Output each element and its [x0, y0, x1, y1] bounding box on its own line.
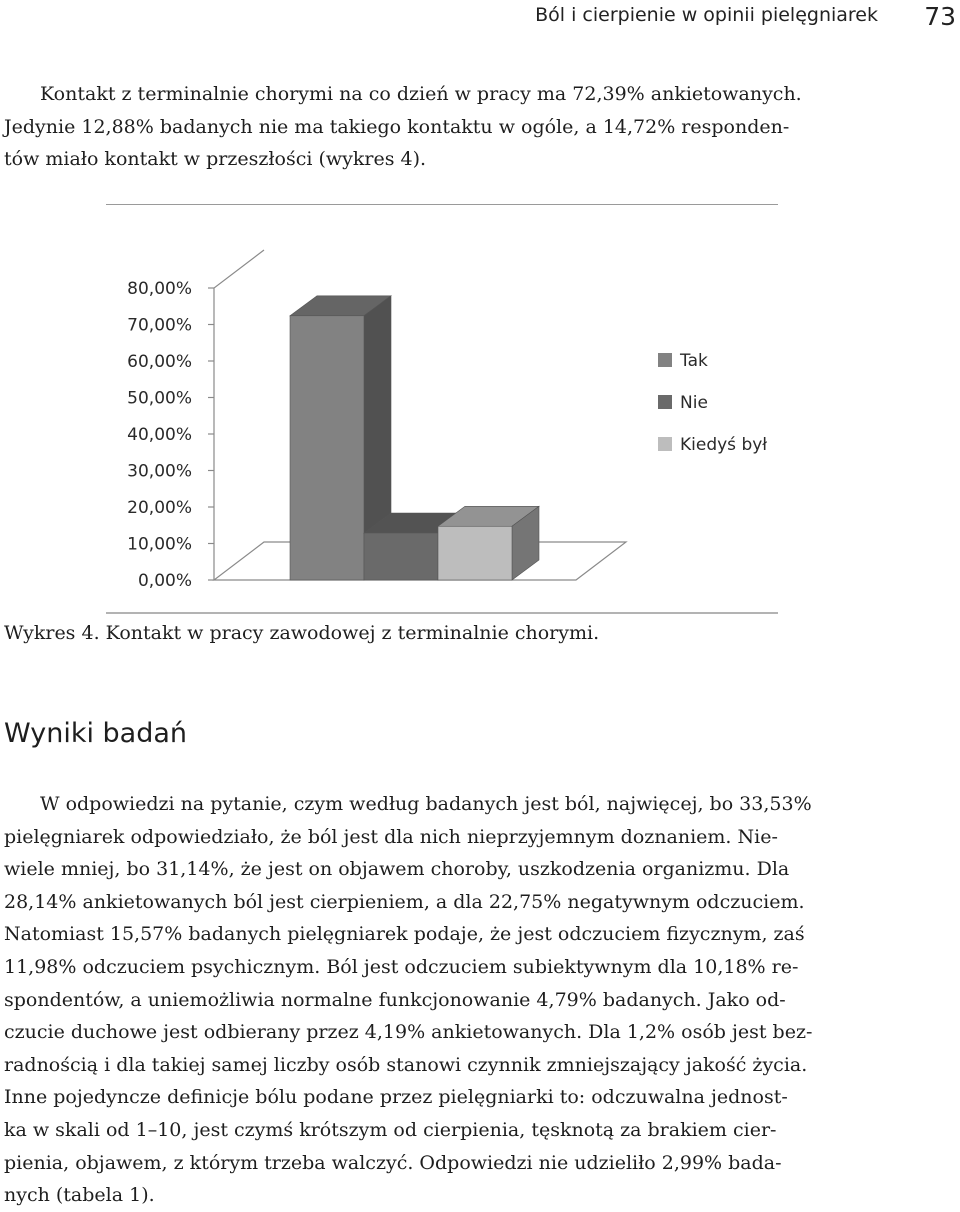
body-line: czucie duchowe jest odbierany przez 4,19% ankietowanych. Dla 1,2% osób jest bez-: [4, 1021, 813, 1044]
body-line: spondentów, a uniemożliwia normalne funkcjonowanie 4,79% badanych. Jako od-: [4, 988, 786, 1011]
intro-line: Jedynie 12,88% badanych nie ma takiego kontaktu w ogóle, a 14,72% responden-: [4, 115, 790, 138]
section-heading: Wyniki badań: [4, 718, 188, 749]
results-paragraph: [4, 788, 878, 1212]
running-header: [0, 4, 960, 34]
y-tick-label: 0,00%: [137, 571, 192, 591]
legend-label: Nie: [680, 393, 708, 413]
body-line: wiele mniej, bo 31,14%, że jest on objawem choroby, uszkodzenia organizmu. Dla: [4, 858, 790, 881]
bar: [290, 316, 364, 580]
running-title: Ból i cierpienie w opinii pielęgniarek: [535, 4, 878, 26]
body-line: nych (tabela 1).: [4, 1184, 155, 1207]
body-line: W odpowiedzi na pytanie, czym według badanych jest ból, najwięcej, bo 33,53%: [40, 793, 812, 815]
legend-label: Tak: [680, 351, 708, 371]
y-tick-label: 30,00%: [127, 461, 192, 482]
legend-label: Kiedyś był: [680, 435, 768, 455]
body-line: radnością i dla takiej samej liczby osób stanowi czynnik zmniejszający jakość życia.: [4, 1053, 808, 1076]
y-tick-label: 20,00%: [127, 498, 192, 518]
body-line: pielęgniarek odpowiedziało, że ból jest dla nich nieprzyjemnym doznaniem. Nie-: [4, 825, 778, 848]
bar: [364, 533, 438, 580]
body-line: 28,14% ankietowanych ból jest cierpieniem, a dla 22,75% negatywnym odczuciem.: [4, 890, 805, 913]
y-tick-label: 40,00%: [127, 425, 192, 445]
intro-line: tów miało kontakt w przeszłości (wykres 4).: [4, 148, 427, 171]
legend-swatch: [658, 395, 672, 409]
figure-caption: Wykres 4. Kontakt w pracy zawodowej z terminalnie chorymi.: [4, 622, 600, 644]
intro-paragraph: [4, 78, 878, 176]
bar-chart: [106, 204, 778, 614]
y-tick-label: 60,00%: [127, 352, 192, 372]
body-line: Natomiast 15,57% badanych pielęgniarek podaje, że jest odczuciem fizycznym, zaś: [4, 923, 805, 946]
body-line: 11,98% odczuciem psychicznym. Ból jest odczuciem subiektywnym dla 10,18% re-: [4, 955, 799, 978]
bar: [438, 526, 512, 580]
chart-back-wall: [214, 250, 264, 580]
y-tick-label: 50,00%: [127, 388, 192, 409]
page-number: 73: [924, 2, 956, 31]
intro-line: Kontakt z terminalnie chorymi na co dzień w pracy ma 72,39% ankietowanych.: [40, 83, 802, 105]
body-line: Inne pojedyncze definicje bólu podane przez pielęgniarki to: odczuwalna jednost-: [4, 1086, 788, 1109]
y-tick-label: 80,00%: [127, 279, 192, 299]
body-line: ka w skali od 1–10, jest czymś krótszym od cierpienia, tęsknotą za brakiem cier-: [4, 1118, 777, 1141]
legend-swatch: [658, 437, 672, 451]
chart-frame: [106, 204, 778, 614]
legend-swatch: [658, 353, 672, 367]
y-tick-label: 10,00%: [127, 534, 192, 555]
y-tick-label: 70,00%: [127, 315, 192, 336]
body-line: pienia, objawem, z którym trzeba walczyć. Odpowiedzi nie udzieliło 2,99% bada-: [4, 1151, 782, 1174]
